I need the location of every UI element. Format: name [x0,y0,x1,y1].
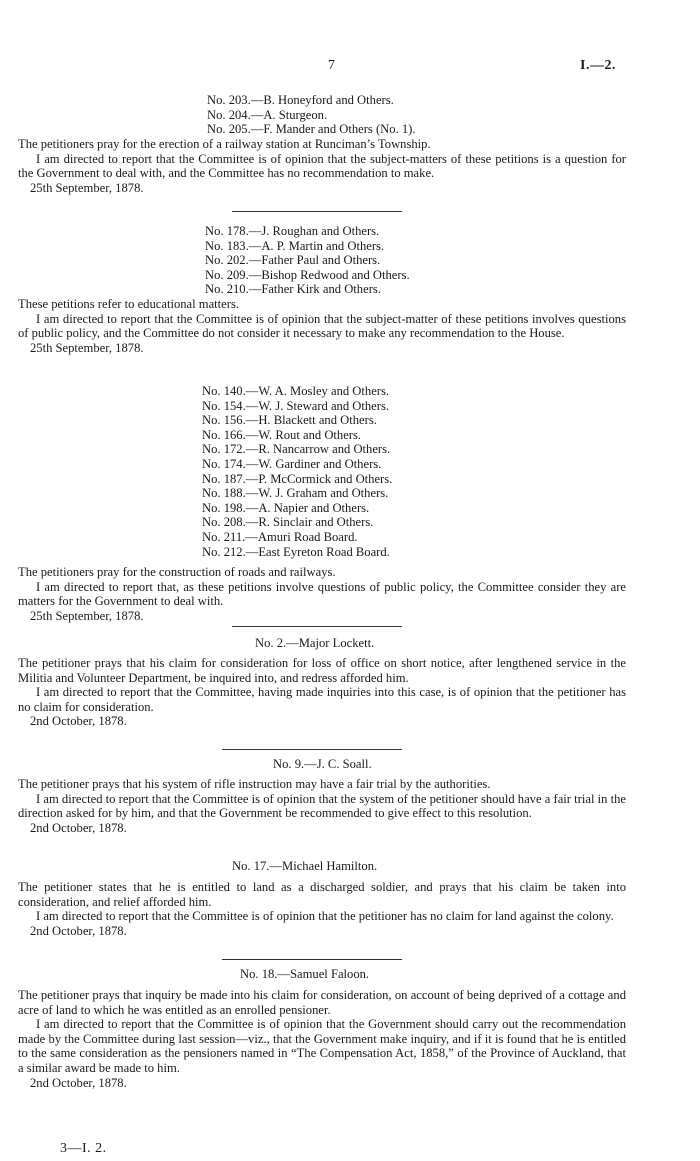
petitioner-entry: No. 208.—R. Sinclair and Others. [202,515,374,530]
petitioner-entry: No. 183.—A. P. Martin and Others. [205,238,385,253]
petitioner-entry: No. 211.—Amuri Road Board. [202,529,358,544]
petition-title: No. 18.—Samuel Faloon. [240,967,370,981]
committee-report: I am directed to report that the Committee is of opinion that the petitioner has no claim for land against the colony. [36,909,614,924]
section-divider [222,749,402,750]
petitioner-entry: No. 203.—B. Honeyford and Others. [207,93,394,107]
petitioner-entry: No. 187.—P. McCormick and Others. [202,471,393,486]
petition-summary: The petitioner prays that his system of rifle instruction may have a fair trial by the authorities. [18,777,491,791]
petitioner-entry: No. 154.—W. J. Steward and Others. [202,398,390,413]
report-date: 25th September, 1878. [30,608,144,623]
petitioner-entry: No. 210.—Father Kirk and Others. [205,282,381,297]
petition-section [18,297,626,355]
petitioner-entry: No. 156.—H. Blackett and Others. [202,413,377,428]
petition-section [18,137,626,195]
committee-report: I am directed to report that the Committee, having made inquiries into this case, is of opinion that the petitioner has no claim for consideration. [18,685,626,714]
petitioner-entry: No. 166.—W. Rout and Others. [202,427,362,442]
petitioner-entry: No. 212.—East Eyreton Road Board. [202,544,390,559]
petitioner-entry: No. 174.—W. Gardiner and Others. [202,456,382,471]
petition-section [18,880,626,938]
committee-report: I am directed to report that the Committee is of opinion that the Government should carry out the recommendation made by the Committee during last session—viz., that the Government make inquiry, and if it is found that he is entitled to the same consideration as the pensioners named in “The Compensation Act, 1858,” of the Province of Auckland, that a similar award be made to him. [18,1017,626,1075]
petitioner-entry: No. 178.—J. Roughan and Others. [205,224,380,238]
petition-title: No. 17.—Michael Hamilton. [232,859,378,873]
petition-section [18,656,626,729]
petitioner-entry: No. 198.—A. Napier and Others. [202,500,370,515]
section-divider [222,959,402,960]
report-date: 2nd October, 1878. [30,714,127,729]
signature-reference: 3—I. 2. [60,1141,107,1156]
petition-summary: The petitioners pray for the erection of a railway station at Runciman’s Township. [18,137,431,151]
petitioner-entry: No. 205.—F. Mander and Others (No. 1). [207,122,416,137]
petitioner-entry: No. 209.—Bishop Redwood and Others. [205,267,410,282]
report-date: 25th September, 1878. [30,180,144,195]
paper-reference: I.—2. [580,58,616,73]
committee-report: I am directed to report that the Committee is of opinion that the system of the petitioner should have a fair trial in the direction asked for by him, and that the Government be recommended to give effect to this resolution. [18,791,626,821]
petitioner-entry: No. 140.—W. A. Mosley and Others. [202,384,390,398]
petition-title: No. 9.—J. C. Soall. [273,757,372,771]
page-number: 7 [328,58,335,73]
petition-summary: The petitioner prays that his claim for consideration for loss of office on short notice, after lengthened service in the Militia and Volunteer Department, be inquired into, and redress afforded him. [18,656,626,685]
section-divider [232,211,402,212]
petition-section [18,565,626,623]
petitioner-entry: No. 188.—W. J. Graham and Others. [202,486,389,501]
petition-section [18,988,626,1090]
petitioner-entry: No. 202.—Father Paul and Others. [205,253,381,268]
petition-summary: These petitions refer to educational matters. [18,297,240,311]
petitioner-entry: No. 172.—R. Nancarrow and Others. [202,442,391,457]
petitioner-list [202,384,392,559]
petition-title: No. 2.—Major Lockett. [255,636,375,650]
report-date: 2nd October, 1878. [30,1075,127,1090]
committee-report: I am directed to report that the Committee is of opinion that the subject-matter of these petitions involves questions of public policy, and the Committee do not consider it necessary to make any recommendation to the House. [18,311,626,341]
report-date: 2nd October, 1878. [30,923,127,938]
petition-summary: The petitioner states that he is entitled to land as a discharged soldier, and prays that his claim be taken into consideration, and relief afforded him. [18,880,626,909]
committee-report: I am directed to report that the Committee is of opinion that the subject-matters of these petitions is a question for the Government to deal with, and the Committee has no recommendation to make. [18,151,626,181]
committee-report: I am directed to report that, as these petitions involve questions of public policy, the Committee consider they are matters for the Government to deal with. [18,579,626,609]
petitioner-entry: No. 204.—A. Sturgeon. [207,107,328,122]
report-date: 2nd October, 1878. [30,820,127,835]
petition-section [18,777,626,835]
petitioner-list [205,224,410,297]
petition-summary: The petitioners pray for the construction of roads and railways. [18,565,336,579]
section-divider [232,626,402,627]
petition-summary: The petitioner prays that inquiry be made into his claim for consideration, on account of being deprived of a cottage and acre of land to which he was entitled as an enrolled pensioner. [18,988,626,1017]
report-date: 25th September, 1878. [30,340,144,355]
petitioner-list [207,93,416,137]
